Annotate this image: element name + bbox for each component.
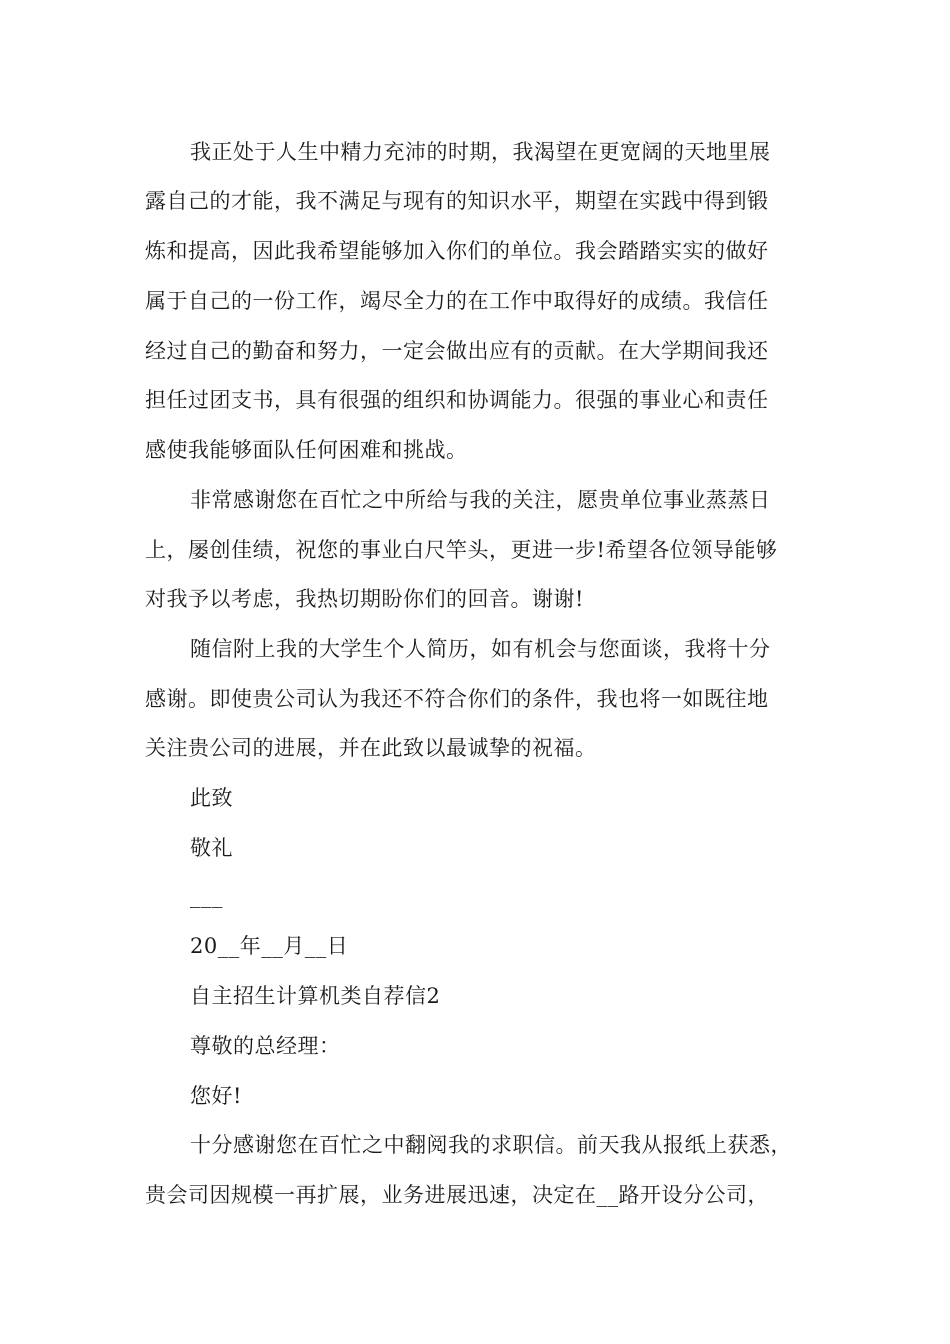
closing-ci-zhi: 此致 [190,786,233,810]
letter-2-paragraph-1-line-2: 贵会司因规模一再扩展，业务进展迅速，决定在__路开设分公司， [145,1183,769,1207]
paragraph-1-line-5: 经过自己的勤奋和努力，一定会做出应有的贡献。在大学期间我还 [145,339,769,363]
paragraph-3-line-2: 感谢。即使贵公司认为我还不符合你们的条件，我也将一如既往地 [145,687,769,711]
closing-jing-li: 敬礼 [190,836,233,860]
paragraph-1-line-1: 我正处于人生中精力充沛的时期，我渴望在更宽阔的天地里展 [190,140,771,164]
letter-2-salutation: 尊敬的总经理： [190,1034,341,1058]
letter-2-greeting: 您好! [190,1084,242,1108]
date-line: 20__年__月__日 [190,934,349,958]
paragraph-1-line-3: 炼和提高，因此我希望能够加入你们的单位。我会踏踏实实的做好 [145,239,769,263]
paragraph-3-line-1: 随信附上我的大学生个人简历，如有机会与您面谈，我将十分 [190,637,771,661]
letter-2-paragraph-1-line-1: 十分感谢您在百忙之中翻阅我的求职信。前天我从报纸上获悉， [190,1133,792,1157]
paragraph-1-line-6: 担任过团支书，具有很强的组织和协调能力。很强的事业心和责任 [145,388,769,412]
paragraph-3-line-3: 关注贵公司的进展，并在此致以最诚挚的祝福。 [145,736,597,760]
paragraph-2-line-2: 上，屡创佳绩，祝您的事业白尺竿头，更进一步!希望各位领导能够 [145,538,778,562]
paragraph-1-line-2: 露自己的才能，我不满足与现有的知识水平，期望在实践中得到锻 [145,189,769,213]
signature-blank: ___ [190,884,223,908]
paragraph-1-line-4: 属于自己的一份工作，竭尽全力的在工作中取得好的成绩。我信任 [145,289,769,313]
paragraph-2-line-1: 非常感谢您在百忙之中所给与我的关注，愿贵单位事业蒸蒸日 [190,488,771,512]
paragraph-2-line-3: 对我予以考虑，我热切期盼你们的回音。谢谢! [145,587,584,611]
letter-2-title: 自主招生计算机类自荐信2 [190,984,441,1008]
paragraph-1-line-7: 感使我能够面队任何困难和挑战。 [145,438,468,462]
